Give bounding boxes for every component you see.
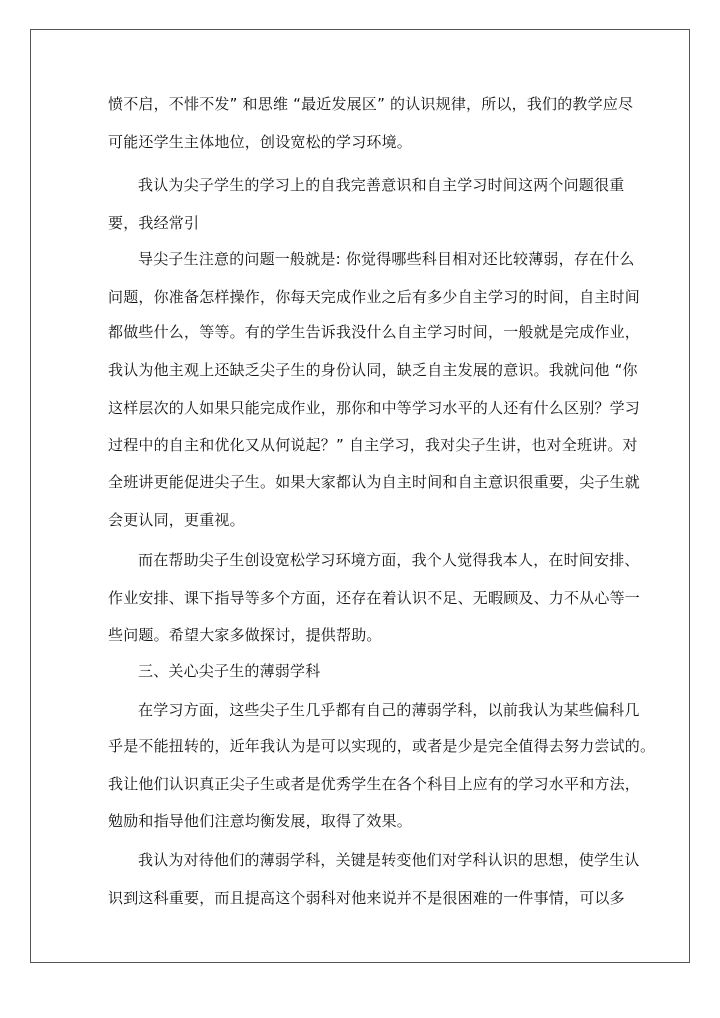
text-line: 这样层次的人如果只能完成作业，那你和中等学习水平的人还有什么区别？学习 (108, 399, 641, 417)
paragraph-start-line: 我认为尖子学生的学习上的自我完善意识和自主学习时间这两个问题很重 (138, 176, 625, 194)
paragraph-start-line: 我认为对待他们的薄弱学科，关键是转变他们对学科认识的思想，使学生认 (138, 851, 640, 869)
text-line: 愤不启，不悱不发” 和思维 “最近发展区” 的认识规律，所以，我们的教学应尽 (108, 95, 634, 113)
text-line: 识到这科重要，而且提高这个弱科对他来说并不是很困难的一件事情，可以多 (108, 889, 625, 907)
text-line: 我认为他主观上还缺乏尖子生的身份认同，缺乏自主发展的意识。我就问他 “你 (108, 361, 638, 379)
text-line: 作业安排、课下指导等多个方面，还存在着认识不足、无暇顾及、力不从心等一 (108, 589, 641, 607)
text-line: 都做些什么，等等。有的学生告诉我没什么自主学习时间，一般就是完成作业， (108, 323, 641, 341)
text-line: 可能还学生主体地位，创设宽松的学习环境。 (108, 133, 413, 151)
text-line: 乎是不能扭转的，近年我认为是可以实现的，或者是少是完全值得去努力尝试的。 (108, 737, 656, 755)
paragraph-start-line: 在学习方面，这些尖子生几乎都有自己的薄弱学科，以前我认为某些偏科几 (138, 701, 640, 719)
section-heading: 三、关心尖子生的薄弱学科 (138, 662, 321, 680)
paragraph-start-line: 而在帮助尖子生创设宽松学习环境方面，我个人觉得我本人，在时间安排、 (138, 551, 640, 569)
text-line: 勉励和指导他们注意均衡发展，取得了效果。 (108, 812, 413, 830)
text-line: 会更认同，更重视。 (108, 511, 245, 529)
text-line: 些问题。希望大家多做探讨，提供帮助。 (108, 626, 382, 644)
paragraph-start-line: 导尖子生注意的问题一般就是: 你觉得哪些科目相对还比较薄弱，存在什么 (138, 250, 635, 268)
text-line: 我让他们认识真正尖子生或者是优秀学生在各个科目上应有的学习水平和方法， (108, 775, 641, 793)
text-line: 要，我经常引 (108, 214, 200, 232)
text-line: 全班讲更能促进尖子生。如果大家都认为自主时间和自主意识很重要，尖子生就 (108, 473, 641, 491)
text-line: 过程中的自主和优化又从何说起？” 自主学习，我对尖子生讲，也对全班讲。对 (108, 436, 638, 454)
text-line: 问题，你准备怎样操作，你每天完成作业之后有多少自主学习的时间，自主时间 (108, 288, 641, 306)
